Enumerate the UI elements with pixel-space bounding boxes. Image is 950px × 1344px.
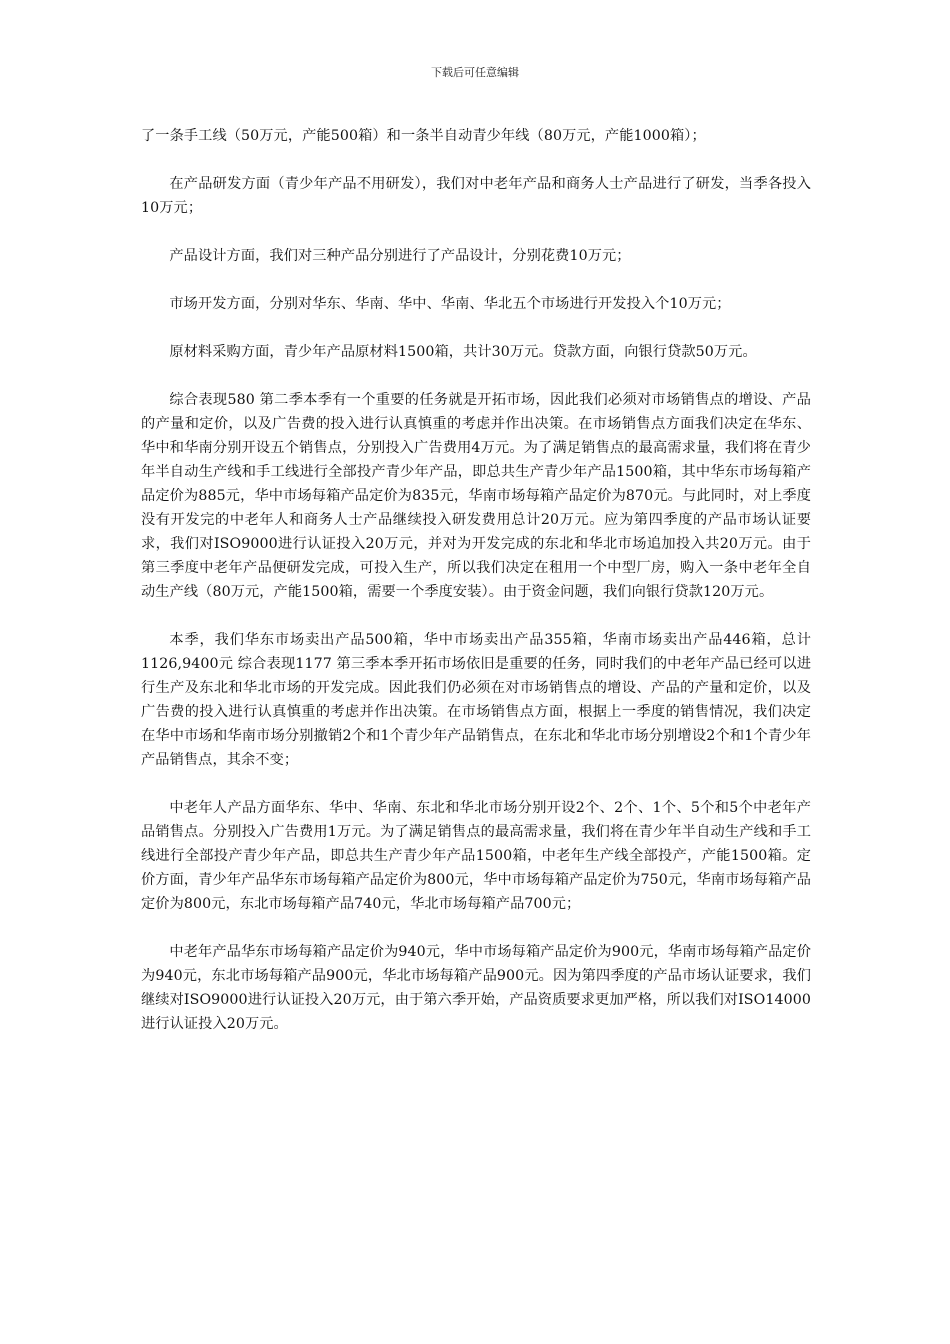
paragraph-product-design: 产品设计方面，我们对三种产品分别进行了产品设计，分别花费10万元； (169, 248, 631, 264)
paragraph-elderly-pricing: 中老年产品华东市场每箱产品定价为940元，华中市场每箱产品定价为900元，华南市场每箱产品定价为940元，东北市场每箱产品900元，华北市场每箱产品900元。因为第四季度的产品市场认证要求，我们继续对ISO9000进行认证投入20万元，由于第六季开始，产品资质要求更加严格，所以我们对ISO14000进行认证投入20万元。 (141, 944, 811, 1032)
page-header: 下载后可任意编辑 (431, 66, 519, 79)
paragraph-elderly-products: 中老年人产品方面华东、华中、华南、东北和华北市场分别开设2个、2个、1个、5个和5个中老年产品销售点。分别投入广告费用1万元。为了满足销售点的最高需求量，我们将在青少年半自动生产线和手工线进行全部投产青少年产品，即总共生产青少年产品1500箱，中老年生产线全部投产，产能1500箱。定价方面，青少年产品华东市场每箱产品定价为800元，华中市场每箱产品定价为750元，华南市场每箱产品定价为800元，东北市场每箱产品740元，华北市场每箱产品700元； (141, 800, 811, 912)
paragraph-product-rd: 在产品研发方面（青少年产品不用研发），我们对中老年产品和商务人士产品进行了研发，当季各投入10万元； (141, 176, 811, 216)
paragraph-market-development: 市场开发方面，分别对华东、华南、华中、华南、华北五个市场进行开发投入个10万元； (169, 296, 731, 312)
document-body (141, 124, 811, 1060)
paragraph-continuation: 了一条手工线（50万元，产能500箱）和一条半自动青少年线（80万元，产能1000箱）； (141, 128, 706, 144)
paragraph-season-two: 综合表现580 第二季本季有一个重要的任务就是开拓市场，因此我们必须对市场销售点的增设、产品的产量和定价，以及广告费的投入进行认真慎重的考虑并作出决策。在市场销售点方面我们决定在华东、华中和华南分别开设五个销售点，分别投入广告费用4万元。为了满足销售点的最高需求量，我们将在青少年半自动生产线和手工线进行全部投产青少年产品，即总共生产青少年产品1500箱，其中华东市场每箱产品定价为885元，华中市场每箱产品定价为835元，华南市场每箱产品定价为870元。与此同时，对上季度没有开发完的中老年人和商务人士产品继续投入研发费用总计20万元。应为第四季度的产品市场认证要求，我们对ISO9000进行认证投入20万元，并对为开发完成的东北和华北市场追加投入共20万元。由于第三季度中老年产品便研发完成，可投入生产，所以我们决定在租用一个中型厂房，购入一条中老年全自动生产线（80万元，产能1500箱，需要一个季度安装）。由于资金问题，我们向银行贷款120万元。 (141, 392, 811, 600)
paragraph-raw-materials: 原材料采购方面，青少年产品原材料1500箱，共计30万元。贷款方面，向银行贷款50万元。 (169, 344, 757, 360)
paragraph-season-three: 本季，我们华东市场卖出产品500箱，华中市场卖出产品355箱，华南市场卖出产品446箱，总计1126,9400元 综合表现1177 第三季本季开拓市场依旧是重要的任务，同时我们的中老年产品已经可以进行生产及东北和华北市场的开发完成。因此我们仍必须在对市场销售点的增设、产品的产量和定价，以及广告费的投入进行认真慎重的考虑并作出决策。在市场销售点方面，根据上一季度的销售情况，我们决定在华中市场和华南市场分别撤销2个和1个青少年产品销售点，在东北和华北市场分别增设2个和1个青少年产品销售点，其余不变； (141, 632, 811, 768)
